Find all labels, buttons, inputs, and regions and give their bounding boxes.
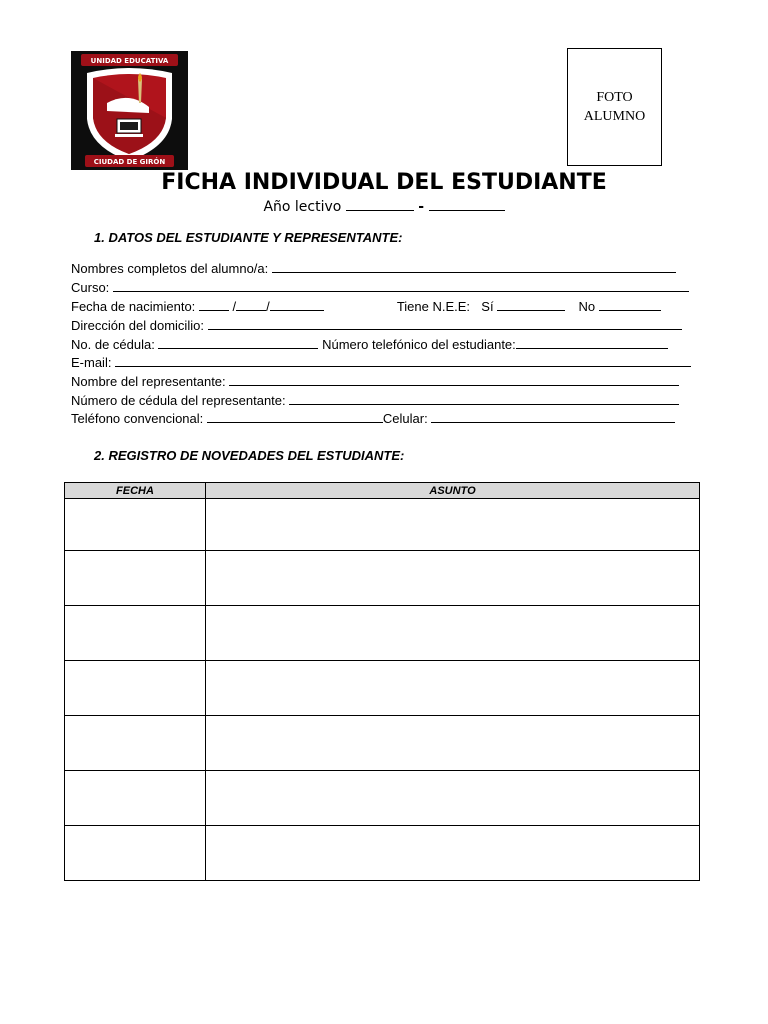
rep-name-row bbox=[71, 372, 679, 390]
table-row bbox=[65, 551, 700, 606]
nee-yes-label: Sí bbox=[481, 299, 494, 314]
nee-label: Tiene N.E.E: bbox=[396, 299, 471, 314]
page-title: FICHA INDIVIDUAL DEL ESTUDIANTE bbox=[161, 170, 607, 195]
birth-date-label: Fecha de nacimiento: bbox=[71, 299, 196, 314]
id-number-label: No. de cédula: bbox=[71, 337, 155, 352]
table-header-row bbox=[65, 483, 700, 499]
student-phone-label: Número telefónico del estudiante: bbox=[322, 337, 516, 352]
rep-id-row bbox=[71, 391, 679, 409]
course-blank[interactable] bbox=[113, 278, 689, 292]
photo-box bbox=[567, 48, 662, 166]
fecha-cell[interactable] bbox=[65, 606, 206, 661]
table-row bbox=[65, 661, 700, 716]
birth-date-slash-1: / bbox=[232, 299, 237, 314]
student-name-row bbox=[71, 259, 676, 277]
fecha-cell[interactable] bbox=[65, 499, 206, 551]
school-year-separator: - bbox=[418, 199, 425, 215]
course-row bbox=[71, 278, 689, 296]
school-year-line bbox=[0, 197, 768, 217]
rep-name-blank[interactable] bbox=[229, 372, 679, 386]
birth-month-blank[interactable] bbox=[236, 297, 266, 311]
asunto-cell[interactable] bbox=[206, 716, 700, 771]
rep-id-label: Número de cédula del representante: bbox=[71, 393, 286, 408]
asunto-cell[interactable] bbox=[206, 499, 700, 551]
section-1-heading: 1. DATOS DEL ESTUDIANTE Y REPRESENTANTE: bbox=[94, 230, 403, 245]
landline-row bbox=[71, 409, 675, 427]
student-name-blank[interactable] bbox=[272, 259, 676, 273]
address-label: Dirección del domicilio: bbox=[71, 318, 204, 333]
table-row bbox=[65, 771, 700, 826]
course-label: Curso: bbox=[71, 280, 110, 295]
photo-box-line2: ALUMNO bbox=[583, 109, 646, 124]
birth-date-row bbox=[71, 297, 661, 315]
nee-no-blank[interactable] bbox=[599, 297, 661, 311]
column-header-asunto: ASUNTO bbox=[206, 483, 700, 499]
computer-keyboard bbox=[115, 134, 143, 137]
student-name-label: Nombres completos del alumno/a: bbox=[71, 261, 269, 276]
email-label: E-mail: bbox=[71, 355, 112, 370]
birth-day-blank[interactable] bbox=[199, 297, 229, 311]
fecha-cell[interactable] bbox=[65, 661, 206, 716]
fecha-cell[interactable] bbox=[65, 551, 206, 606]
rep-id-blank[interactable] bbox=[289, 391, 679, 405]
address-row bbox=[71, 316, 682, 334]
fecha-cell[interactable] bbox=[65, 716, 206, 771]
table-row bbox=[65, 499, 700, 551]
nee-no-label: No bbox=[578, 299, 596, 314]
school-crest-icon bbox=[71, 51, 188, 170]
cell-blank[interactable] bbox=[431, 409, 675, 423]
table-row bbox=[65, 826, 700, 881]
asunto-cell[interactable] bbox=[206, 661, 700, 716]
nee-yes-blank[interactable] bbox=[497, 297, 565, 311]
crest-top-text: UNIDAD EDUCATIVA bbox=[90, 57, 169, 65]
birth-date-slash-2: / bbox=[266, 299, 270, 314]
section-2-heading: 2. REGISTRO DE NOVEDADES DEL ESTUDIANTE: bbox=[94, 448, 405, 463]
fecha-cell[interactable] bbox=[65, 771, 206, 826]
computer-screen bbox=[120, 122, 138, 130]
email-blank[interactable] bbox=[115, 353, 691, 367]
school-year-start-blank[interactable] bbox=[346, 197, 414, 211]
table-row bbox=[65, 606, 700, 661]
photo-box-line1: FOTO bbox=[596, 90, 633, 105]
id-number-blank[interactable] bbox=[158, 335, 318, 349]
asunto-cell[interactable] bbox=[206, 606, 700, 661]
id-number-row bbox=[71, 335, 668, 353]
student-phone-blank[interactable] bbox=[516, 335, 668, 349]
rep-name-label: Nombre del representante: bbox=[71, 374, 226, 389]
address-blank[interactable] bbox=[208, 316, 682, 330]
landline-blank[interactable] bbox=[207, 409, 383, 423]
asunto-cell[interactable] bbox=[206, 826, 700, 881]
school-year-label: Año lectivo bbox=[263, 199, 342, 215]
school-year-end-blank[interactable] bbox=[429, 197, 505, 211]
cell-label: Celular: bbox=[382, 411, 428, 426]
fecha-cell[interactable] bbox=[65, 826, 206, 881]
email-row bbox=[71, 353, 691, 371]
column-header-fecha: FECHA bbox=[65, 483, 206, 499]
birth-year-blank[interactable] bbox=[270, 297, 324, 311]
crest-bottom-text: CIUDAD DE GIRÓN bbox=[93, 158, 166, 166]
asunto-cell[interactable] bbox=[206, 771, 700, 826]
landline-label: Teléfono convencional: bbox=[71, 411, 204, 426]
asunto-cell[interactable] bbox=[206, 551, 700, 606]
novedades-table bbox=[64, 482, 700, 881]
table-row bbox=[65, 716, 700, 771]
